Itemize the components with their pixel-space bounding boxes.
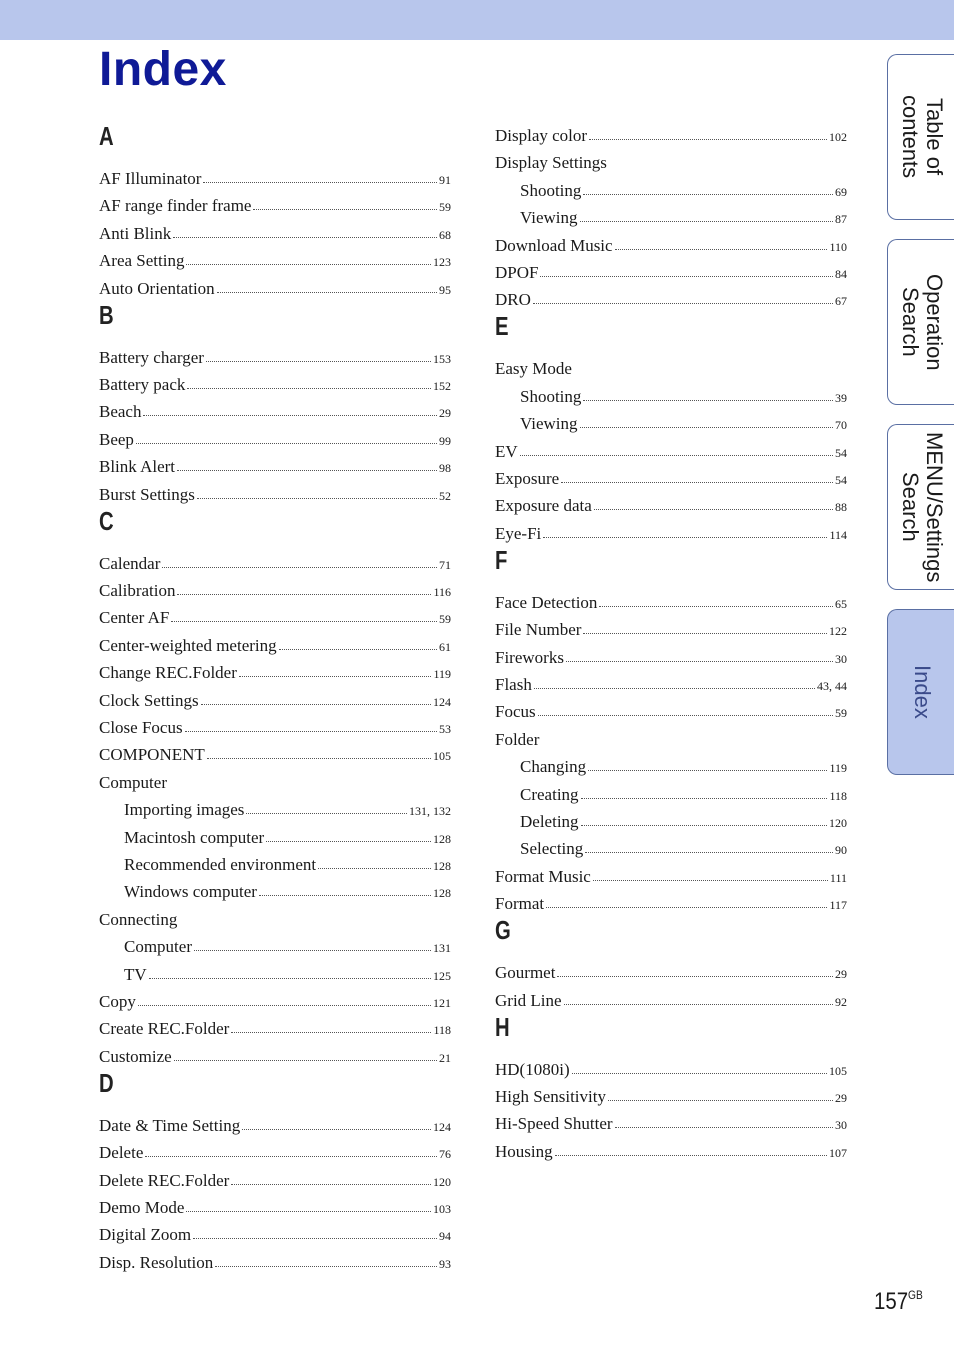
- page-reference[interactable]: 29: [835, 1091, 847, 1105]
- leader-dots: [174, 1056, 437, 1061]
- entry-label: Focus: [495, 702, 536, 722]
- index-entry[interactable]: [99, 223, 451, 245]
- index-entry[interactable]: [99, 195, 451, 217]
- leader-dots: [242, 1125, 431, 1130]
- entry-label: Battery pack: [99, 375, 186, 394]
- entry-label: Center AF: [99, 608, 170, 628]
- leader-dots: [186, 1207, 431, 1212]
- leader-dots: [615, 1123, 833, 1128]
- entry-label: Anti Blink: [99, 223, 172, 243]
- entry-label: High Sensitivity: [495, 1087, 606, 1106]
- page-reference[interactable]: 88: [835, 500, 847, 515]
- index-entry[interactable]: [99, 456, 451, 478]
- page-reference[interactable]: 39: [835, 390, 847, 405]
- index-entry: [495, 152, 847, 174]
- index-subentry[interactable]: [520, 784, 847, 806]
- page-reference[interactable]: 152: [433, 379, 451, 393]
- entry-label: Housing: [495, 1141, 553, 1161]
- page-reference[interactable]: 121: [433, 996, 451, 1010]
- page-reference[interactable]: 128: [433, 831, 451, 846]
- index-subentry[interactable]: [124, 881, 451, 903]
- leader-dots: [197, 494, 437, 499]
- index-entry[interactable]: [99, 374, 451, 396]
- page-reference[interactable]: 114: [829, 527, 847, 542]
- page-reference[interactable]: 124: [433, 694, 451, 709]
- entry-label: Delete: [99, 1143, 144, 1163]
- entry-label: DRO: [495, 290, 531, 310]
- entry-label: Burst Settings: [99, 484, 195, 504]
- entry-label: Recommended environment: [124, 855, 317, 874]
- index-entry[interactable]: [99, 991, 451, 1013]
- page-reference[interactable]: 91: [439, 173, 451, 187]
- leader-dots: [177, 466, 437, 471]
- leader-dots: [187, 384, 431, 389]
- entry-label: Deleting: [520, 812, 579, 831]
- index-entry[interactable]: [495, 701, 847, 723]
- entry-label: AF Illuminator: [99, 169, 202, 188]
- entry-label: Computer: [99, 772, 167, 792]
- section-letter: G: [495, 915, 511, 946]
- leader-dots: [580, 217, 833, 222]
- page-reference[interactable]: 61: [439, 639, 451, 654]
- leader-dots: [239, 672, 432, 677]
- tab-label: Index: [910, 665, 935, 719]
- index-entry[interactable]: [99, 347, 451, 369]
- page-reference[interactable]: 59: [439, 200, 451, 215]
- leader-dots: [615, 245, 828, 250]
- leader-dots: [171, 617, 437, 622]
- entry-label: Importing images: [124, 800, 245, 820]
- section-letter: H: [495, 1011, 510, 1042]
- page-reference[interactable]: 103: [433, 1202, 451, 1216]
- section-letter: C: [99, 505, 114, 536]
- index-entry[interactable]: [495, 441, 847, 463]
- page-reference[interactable]: 119: [829, 761, 847, 776]
- index-subentry[interactable]: [520, 180, 847, 202]
- section-letter: D: [99, 1067, 114, 1098]
- leader-dots: [572, 1069, 827, 1074]
- index-subentry[interactable]: [520, 756, 847, 778]
- entry-label: Beep: [99, 429, 134, 449]
- page-reference[interactable]: 153: [433, 351, 451, 366]
- tab-menu-settings-search[interactable]: [887, 424, 954, 590]
- page-reference[interactable]: 120: [433, 1174, 451, 1189]
- leader-dots: [583, 396, 833, 401]
- index-subentry[interactable]: [520, 413, 847, 435]
- page-reference[interactable]: 131, 132: [409, 804, 451, 819]
- index-entry[interactable]: [99, 278, 451, 300]
- page-number: [874, 1288, 923, 1316]
- page-number-value: 157: [874, 1288, 909, 1315]
- page-reference[interactable]: 67: [835, 294, 847, 309]
- tab-table-of-contents[interactable]: [887, 54, 954, 220]
- index-entry[interactable]: [495, 1059, 847, 1081]
- entry-label: Creating: [520, 784, 579, 804]
- entry-label: Exposure data: [495, 496, 592, 516]
- leader-dots: [534, 684, 815, 689]
- leader-dots: [185, 727, 437, 732]
- page-reference[interactable]: 128: [433, 886, 451, 901]
- page-reference[interactable]: 105: [433, 749, 451, 764]
- leader-dots: [583, 629, 827, 634]
- entry-label: AF range finder frame: [99, 196, 252, 216]
- entry-label: Viewing: [520, 208, 578, 228]
- entry-label: Shooting: [520, 386, 582, 406]
- index-entry[interactable]: [99, 607, 451, 629]
- tab-label: Operation Search: [898, 273, 947, 371]
- leader-dots: [217, 288, 437, 293]
- index-entry[interactable]: [99, 662, 451, 684]
- page-reference[interactable]: 92: [835, 994, 847, 1009]
- entry-label: TV: [124, 964, 147, 984]
- index-entry[interactable]: [99, 1115, 451, 1137]
- leader-dots: [566, 657, 833, 662]
- leader-dots: [246, 809, 407, 814]
- page-reference[interactable]: 116: [433, 585, 451, 599]
- index-entry[interactable]: [99, 1170, 451, 1192]
- page-reference[interactable]: 125: [433, 968, 451, 983]
- page-reference[interactable]: 54: [835, 473, 847, 487]
- index-entry[interactable]: [99, 1046, 451, 1068]
- leader-dots: [162, 563, 437, 568]
- entry-label: Connecting: [99, 909, 178, 929]
- page-reference[interactable]: 102: [829, 130, 847, 144]
- page-reference[interactable]: 93: [439, 1256, 451, 1271]
- page-reference[interactable]: 29: [835, 967, 847, 982]
- index-entry[interactable]: [495, 592, 847, 614]
- leader-dots: [557, 972, 833, 977]
- index-entry[interactable]: [495, 619, 847, 641]
- entry-label: Clock Settings: [99, 690, 199, 710]
- index-entry[interactable]: [99, 580, 451, 602]
- entry-label: Delete REC.Folder: [99, 1170, 230, 1190]
- page-reference[interactable]: 99: [439, 433, 451, 448]
- index-entry[interactable]: [99, 635, 451, 657]
- leader-dots: [520, 451, 833, 456]
- index-entry: [99, 909, 451, 931]
- index-entry[interactable]: [99, 401, 451, 423]
- entry-label: Flash: [495, 675, 532, 694]
- index-entry[interactable]: [495, 893, 847, 915]
- index-entry[interactable]: [99, 429, 451, 451]
- entry-label: Customize: [99, 1046, 172, 1066]
- index-entry: [495, 358, 847, 380]
- entry-label: Center-weighted metering: [99, 635, 277, 655]
- index-entry[interactable]: [99, 690, 451, 712]
- index-entry[interactable]: [99, 250, 451, 272]
- leader-dots: [231, 1180, 431, 1185]
- page-reference[interactable]: 59: [835, 706, 847, 721]
- leader-dots: [564, 1000, 833, 1005]
- entry-label: Shooting: [520, 180, 582, 200]
- page-reference[interactable]: 105: [829, 1063, 847, 1078]
- entry-label: Folder: [495, 729, 540, 749]
- leader-dots: [207, 754, 431, 759]
- page-reference[interactable]: 52: [439, 488, 451, 503]
- leader-dots: [540, 272, 833, 277]
- leader-dots: [279, 645, 437, 650]
- leader-dots: [543, 533, 827, 538]
- index-entry[interactable]: [495, 866, 847, 888]
- tab-label: Table of contents: [898, 95, 947, 179]
- page-reference[interactable]: 119: [433, 667, 451, 682]
- index-entry[interactable]: [495, 235, 847, 257]
- index-entry[interactable]: [99, 717, 451, 739]
- entry-label: Easy Mode: [495, 359, 572, 379]
- entry-label: Gourmet: [495, 963, 556, 983]
- leader-dots: [231, 1028, 431, 1033]
- page-reference[interactable]: 84: [835, 267, 847, 281]
- index-entry[interactable]: [99, 1252, 451, 1274]
- entry-label: Eye-Fi: [495, 523, 542, 543]
- entry-label: Face Detection: [495, 592, 598, 612]
- entry-label: Calendar: [99, 553, 161, 573]
- entry-label: Format Music: [495, 866, 591, 886]
- index-subentry[interactable]: [124, 964, 451, 986]
- entry-label: Demo Mode: [99, 1198, 185, 1217]
- index-entry[interactable]: [99, 1197, 451, 1219]
- leader-dots: [203, 178, 437, 183]
- leader-dots: [266, 837, 431, 842]
- entry-label: COMPONENT: [99, 745, 205, 765]
- leader-dots: [186, 260, 431, 265]
- index-entry[interactable]: [495, 990, 847, 1012]
- index-subentry[interactable]: [124, 854, 451, 876]
- page-reference[interactable]: 71: [439, 557, 451, 572]
- leader-dots: [253, 205, 437, 210]
- index-entry[interactable]: [495, 262, 847, 284]
- page-reference[interactable]: 131: [433, 941, 451, 956]
- index-subentry[interactable]: [520, 207, 847, 229]
- index-entry[interactable]: [99, 484, 451, 506]
- index-entry[interactable]: [495, 289, 847, 311]
- leader-dots: [594, 505, 833, 510]
- leader-dots: [533, 299, 833, 304]
- page-reference[interactable]: 54: [835, 445, 847, 460]
- entry-label: DPOF: [495, 263, 539, 282]
- entry-label: Display Settings: [495, 153, 607, 173]
- entry-label: Change REC.Folder: [99, 663, 237, 683]
- entry-label: Exposure: [495, 469, 560, 488]
- page-reference[interactable]: 122: [829, 624, 847, 639]
- entry-label: Grid Line: [495, 990, 562, 1010]
- entry-label: Blink Alert: [99, 457, 176, 477]
- entry-label: Create REC.Folder: [99, 1019, 230, 1039]
- page-reference[interactable]: 59: [439, 612, 451, 627]
- index-entry[interactable]: [99, 744, 451, 766]
- entry-label: HD(1080i): [495, 1059, 570, 1079]
- leader-dots: [561, 478, 833, 483]
- index-entry[interactable]: [495, 1086, 847, 1108]
- entry-label: EV: [495, 441, 518, 461]
- section-letter: E: [495, 311, 509, 342]
- page-reference[interactable]: 118: [829, 788, 847, 803]
- leader-dots: [143, 411, 437, 416]
- entry-label: Viewing: [520, 414, 578, 434]
- leader-dots: [581, 794, 828, 799]
- entry-label: Selecting: [520, 839, 584, 859]
- index-subentry[interactable]: [520, 838, 847, 860]
- index-subentry[interactable]: [124, 827, 451, 849]
- tab-label: MENU/Settings Search: [898, 431, 947, 583]
- leader-dots: [259, 891, 431, 896]
- leader-dots: [583, 190, 833, 195]
- leader-dots: [194, 946, 431, 951]
- entry-label: File Number: [495, 620, 582, 640]
- index-entry[interactable]: [99, 553, 451, 575]
- index-entry: [495, 729, 847, 751]
- entry-label: Macintosh computer: [124, 827, 265, 847]
- page-reference[interactable]: 76: [439, 1147, 451, 1162]
- section-letter: A: [99, 121, 114, 151]
- entry-label: Download Music: [495, 235, 613, 255]
- entry-label: Copy: [99, 992, 136, 1011]
- page-reference[interactable]: 65: [835, 596, 847, 611]
- page-reference[interactable]: 120: [829, 816, 847, 830]
- entry-label: Battery charger: [99, 347, 204, 367]
- index-entry[interactable]: [495, 1113, 847, 1135]
- leader-dots: [608, 1096, 833, 1101]
- page-reference[interactable]: 87: [835, 212, 847, 227]
- index-entry[interactable]: [495, 647, 847, 669]
- leader-dots: [581, 821, 827, 826]
- index-entry[interactable]: [99, 1142, 451, 1164]
- entry-label: Digital Zoom: [99, 1225, 192, 1245]
- page-reference[interactable]: 30: [835, 651, 847, 666]
- leader-dots: [215, 1262, 437, 1267]
- index-subentry[interactable]: [520, 386, 847, 408]
- leader-dots: [585, 848, 833, 853]
- entry-label: Computer: [124, 937, 192, 957]
- page-title: Index: [99, 43, 227, 96]
- entry-label: Date & Time Setting: [99, 1115, 241, 1135]
- index-entry[interactable]: [495, 495, 847, 517]
- leader-dots: [206, 357, 431, 362]
- page-reference[interactable]: 111: [829, 870, 847, 885]
- leader-dots: [193, 1234, 437, 1239]
- index-entry[interactable]: [495, 962, 847, 984]
- leader-dots: [201, 700, 431, 705]
- leader-dots: [589, 135, 827, 140]
- page-reference[interactable]: 107: [829, 1145, 847, 1160]
- index-entry[interactable]: [495, 523, 847, 545]
- leader-dots: [145, 1152, 437, 1157]
- entry-label: Windows computer: [124, 882, 257, 902]
- leader-dots: [138, 1001, 431, 1006]
- page-reference[interactable]: 29: [439, 406, 451, 421]
- entry-label: Close Focus: [99, 718, 183, 737]
- index-subentry[interactable]: [124, 936, 451, 958]
- leader-dots: [318, 864, 431, 869]
- entry-label: Beach: [99, 402, 142, 422]
- entry-label: Fireworks: [495, 647, 564, 667]
- page-reference[interactable]: 117: [829, 898, 847, 913]
- index-entry[interactable]: [99, 168, 451, 190]
- page-reference[interactable]: 128: [433, 859, 451, 873]
- index-entry[interactable]: [99, 1224, 451, 1246]
- leader-dots: [177, 590, 431, 595]
- entry-label: Hi-Speed Shutter: [495, 1114, 613, 1134]
- leader-dots: [149, 974, 431, 979]
- page-reference[interactable]: 94: [439, 1229, 451, 1244]
- index-entry[interactable]: [495, 468, 847, 490]
- page-reference[interactable]: 53: [439, 722, 451, 736]
- page-reference[interactable]: 21: [439, 1050, 451, 1065]
- page-region-suffix: GB: [908, 1288, 923, 1302]
- leader-dots: [546, 903, 827, 908]
- leader-dots: [588, 766, 827, 771]
- page-reference[interactable]: 124: [433, 1119, 451, 1134]
- entry-label: Calibration: [99, 581, 176, 600]
- top-banner: [0, 0, 954, 40]
- leader-dots: [555, 1151, 827, 1156]
- entry-label: Format: [495, 894, 545, 914]
- page-reference[interactable]: 123: [433, 255, 451, 270]
- leader-dots: [599, 602, 833, 607]
- index-subentry[interactable]: [520, 811, 847, 833]
- leader-dots: [593, 876, 828, 881]
- index-entry: [99, 772, 451, 794]
- page-reference[interactable]: 98: [439, 461, 451, 476]
- leader-dots: [580, 423, 833, 428]
- page-reference[interactable]: 95: [439, 282, 451, 297]
- page-reference[interactable]: 69: [835, 184, 847, 199]
- page-reference[interactable]: 30: [835, 1118, 847, 1133]
- entry-label: Auto Orientation: [99, 278, 215, 298]
- leader-dots: [136, 439, 437, 444]
- page-reference[interactable]: 90: [835, 843, 847, 858]
- tab-index[interactable]: [887, 609, 954, 775]
- index-entry[interactable]: [495, 125, 847, 147]
- index-entry[interactable]: [99, 1018, 451, 1040]
- section-letter: F: [495, 544, 508, 575]
- page-reference[interactable]: 68: [439, 227, 451, 242]
- entry-label: Changing: [520, 757, 587, 777]
- entry-label: Area Setting: [99, 251, 185, 271]
- entry-label: Disp. Resolution: [99, 1252, 214, 1272]
- page-reference[interactable]: 70: [835, 418, 847, 433]
- page-reference[interactable]: 43, 44: [817, 679, 847, 693]
- index-subentry[interactable]: [124, 799, 451, 821]
- leader-dots: [538, 711, 833, 716]
- page-reference[interactable]: 118: [433, 1023, 451, 1038]
- index-entry[interactable]: [495, 1141, 847, 1163]
- page-reference[interactable]: 110: [829, 239, 847, 254]
- leader-dots: [173, 233, 437, 238]
- section-letter: B: [99, 299, 114, 330]
- tab-operation-search[interactable]: [887, 239, 954, 405]
- index-entry[interactable]: [495, 674, 847, 696]
- entry-label: Display color: [495, 126, 588, 145]
